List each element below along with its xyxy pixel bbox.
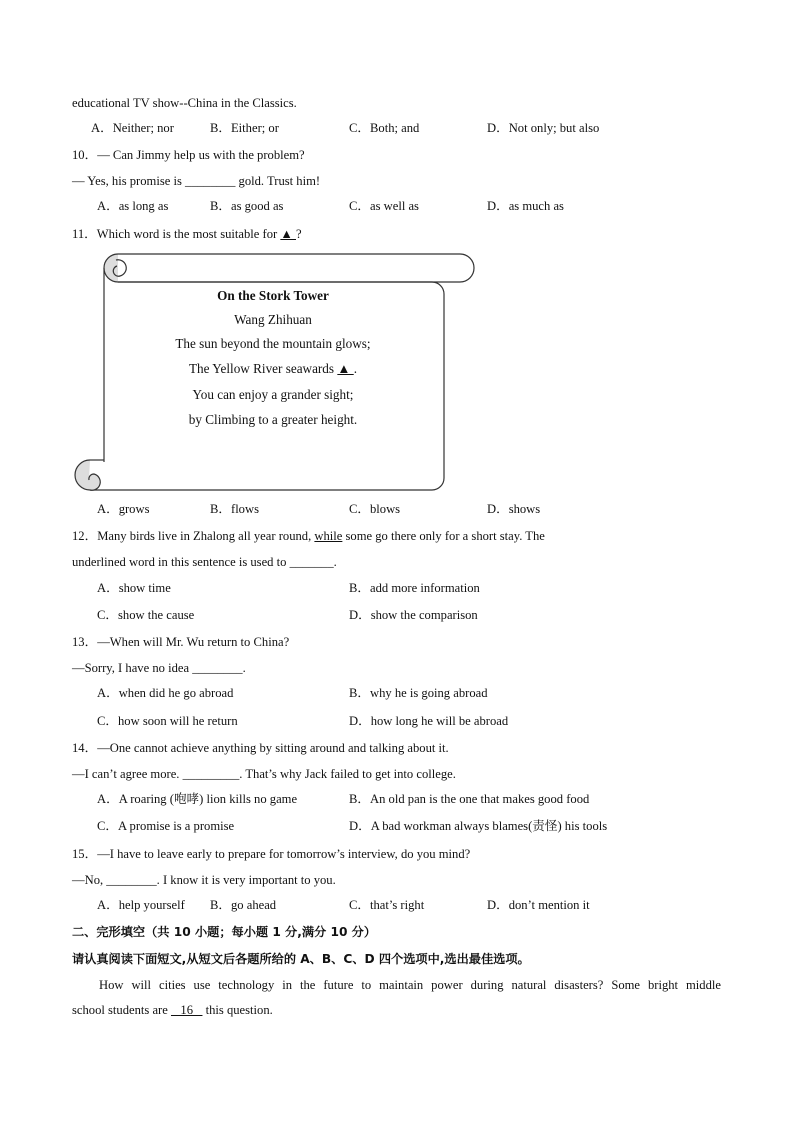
q13-option-b[interactable]: B．why he is going abroad [349,686,488,700]
q15-line1: —I have to leave early to prepare for tomorrow’s interview, do you mind? [97,847,471,861]
q15-option-b[interactable]: B．go ahead [210,898,277,912]
q14-option-b[interactable]: B．An old pan is the one that makes good food [349,792,590,806]
q13-line2: —Sorry, I have no idea ________. [72,661,246,675]
q12-l1-after: some go there only for a short stay. The [342,529,545,543]
passage-line-2-after: this question. [202,1003,273,1017]
poem-line-2-before: The Yellow River seawards [189,361,338,376]
poem-line-2 [102,361,444,377]
poem-author: Wang Zhihuan [234,312,312,327]
q11-option-b[interactable]: B．flows [210,502,259,516]
q9-option-a[interactable]: A．Neither; nor [91,121,174,135]
q10-option-d[interactable]: D．as much as [487,199,564,213]
q12-option-c[interactable]: C．show the cause [97,608,195,622]
q13-stem [72,634,289,650]
q12-blank: _______ [289,555,334,569]
q14-line2: —I can’t agree more. _________. That’s why Jack failed to get into college. [72,767,456,781]
q10-blank: ________ [185,174,236,188]
poem-line-2-after: . [353,361,357,376]
q9-option-d[interactable]: D．Not only; but also [487,121,600,135]
q12-line2 [72,554,337,570]
q10-line2 [72,173,320,189]
q12-option-b[interactable]: B．add more information [349,581,480,595]
q12-number: 12． [72,529,98,543]
q11-stem-after: ? [295,227,302,241]
q13-number: 13． [72,635,98,649]
q14-option-d[interactable]: D．A bad workman always blames(责怪) his tools [349,819,608,833]
q12-option-a[interactable]: A．show time [97,581,171,595]
passage-line-2 [72,1002,273,1018]
q10-number: 10． [72,148,98,162]
q12-l2-before: underlined word in this sentence is used to [72,555,290,569]
q11-number: 11． [72,227,97,241]
q9-option-b[interactable]: B．Either; or [210,121,279,135]
q14-line1: —One cannot achieve anything by sitting around and talking about it. [97,741,449,755]
q10-line2-after: gold. Trust him! [235,174,321,188]
q13-option-d[interactable]: D．how long he will be abroad [349,714,509,728]
q11-option-d[interactable]: D．shows [487,502,541,516]
q9-option-c[interactable]: C．Both; and [349,121,420,135]
q9-stem-tail: educational TV show--China in the Classics. [72,96,297,110]
q11-option-a[interactable]: A．grows [97,502,150,516]
q10-option-b[interactable]: B．as good as [210,199,284,213]
poem-triangle-mark: ▲ [337,361,354,376]
q12-stem [72,528,545,544]
q10-stem [72,147,305,163]
q14-option-a[interactable]: A．A roaring (咆哮) lion kills no game [97,792,298,806]
q15-stem [72,846,470,862]
q11-option-c[interactable]: C．blows [349,502,401,516]
poem-line-1: The sun beyond the mountain glows; [175,336,371,351]
q10-option-c[interactable]: C．as well as [349,199,419,213]
q14-stem [72,740,449,756]
q10-line1: — Can Jimmy help us with the problem? [97,148,305,162]
q15-line2: —No, ________. I know it is very important to you. [72,873,336,887]
q15-option-d[interactable]: D．don’t mention it [487,898,590,912]
q12-l2-after: . [333,555,337,569]
q14-number: 14． [72,741,98,755]
q13-option-c[interactable]: C．how soon will he return [97,714,238,728]
passage-line-1: How will cities use technology in the future to maintain power during natural disasters? Some bright middle [99,978,721,992]
poem-line-4: by Climbing to a greater height. [188,412,358,427]
q11-stem-before: Which word is the most suitable for [96,227,281,241]
q12-underlined-word: while [314,529,343,543]
blank-16: 16 [170,1003,203,1017]
section2-heading: 二、完形填空（共 10 小题；每小题 1 分,满分 10 分） [72,925,377,939]
q12-option-d[interactable]: D．show the comparison [349,608,478,622]
q11-triangle-mark: ▲ [280,227,296,241]
q13-option-a[interactable]: A．when did he go abroad [97,686,234,700]
q13-line1: —When will Mr. Wu return to China? [97,635,290,649]
q12-l1-before: Many birds live in Zhalong all year round, [97,529,315,543]
section2-instruction: 请认真阅读下面短文,从短文后各题所给的 A、B、C、D 四个选项中,选出最佳选项。 [72,952,530,966]
q14-option-c[interactable]: C．A promise is a promise [97,819,235,833]
q15-number: 15． [72,847,98,861]
poem-line-3: You can enjoy a grander sight; [192,387,354,402]
q11-stem [72,226,302,242]
q15-option-c[interactable]: C．that’s right [349,898,425,912]
passage-line-2-before: school students are [72,1003,171,1017]
poem-title: On the Stork Tower [217,288,329,303]
q15-option-a[interactable]: A．help yourself [97,898,185,912]
q10-option-a[interactable]: A．as long as [97,199,169,213]
q10-line2-before: — Yes, his promise is [72,174,186,188]
